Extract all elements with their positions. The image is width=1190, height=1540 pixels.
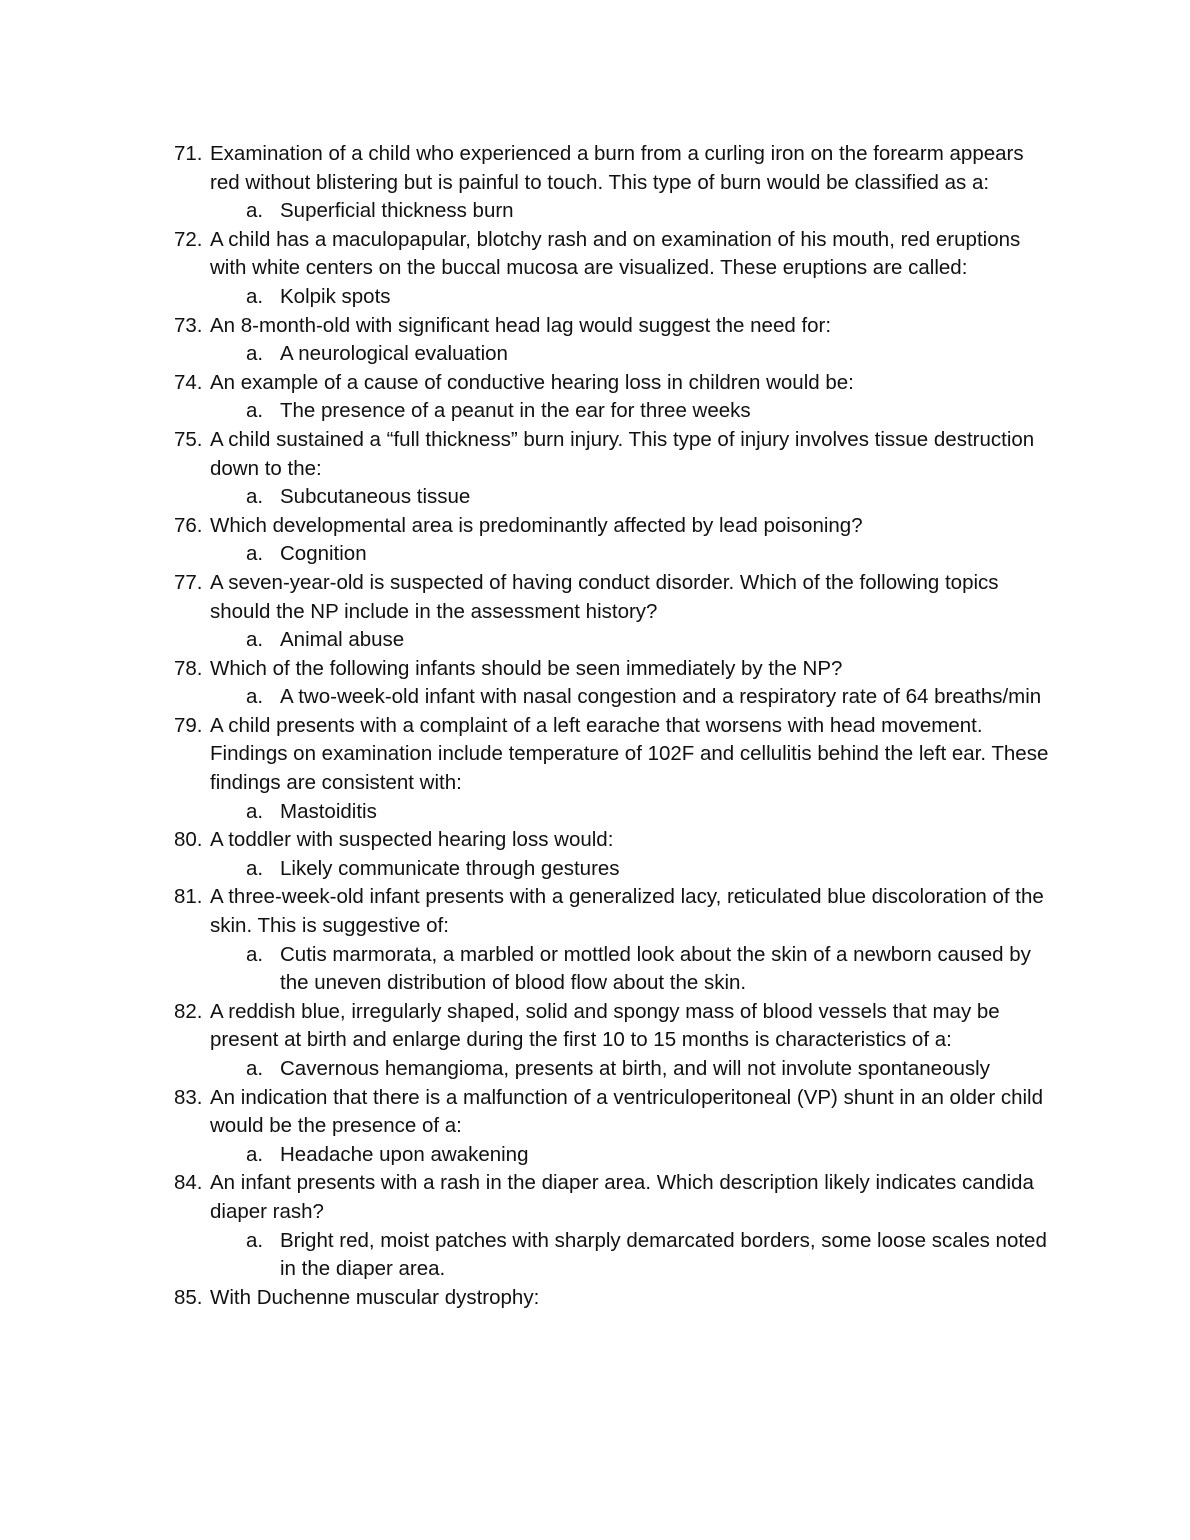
answer-75 — [0, 483, 1190, 512]
answer-text: Superficial thickness burn — [280, 199, 514, 223]
answer-letter: a. — [246, 399, 264, 423]
question-text: Examination of a child who experienced a burn from a curling iron on the forearm appears red without blistering but is painful to touch. This type of burn would be classified as a: — [210, 142, 1024, 194]
answer-76 — [0, 540, 1190, 569]
answer-letter: a. — [246, 685, 264, 709]
question-number: 73. — [174, 313, 203, 337]
answer-text: The presence of a peanut in the ear for three weeks — [280, 399, 751, 423]
answer-text: Kolpik spots — [280, 284, 391, 308]
question-list — [0, 140, 1190, 1312]
answer-text: Mastoiditis — [280, 799, 377, 823]
answer-letter: a. — [246, 856, 264, 880]
question-71 — [0, 140, 1190, 197]
answer-71 — [0, 197, 1190, 226]
answer-text: A two-week-old infant with nasal congestion and a respiratory rate of 64 breaths/min — [280, 685, 1042, 709]
question-74 — [0, 369, 1190, 398]
question-number: 79. — [174, 713, 203, 737]
answer-letter: a. — [246, 1057, 264, 1080]
question-number: 76. — [174, 513, 203, 537]
question-number: 71. — [174, 142, 203, 165]
question-text: A child sustained a “full thickness” burn injury. This type of injury involves tissue destruction down to the: — [210, 427, 1035, 480]
answer-text: Cutis marmorata, a marbled or mottled look about the skin of a newborn caused by the uneven distribution of blood flow about the skin. — [280, 942, 1031, 995]
answer-74 — [0, 397, 1190, 426]
question-81 — [0, 883, 1190, 940]
answer-text: A neurological evaluation — [280, 342, 508, 366]
question-number: 84. — [174, 1171, 203, 1195]
answer-73 — [0, 340, 1190, 369]
question-text: An indication that there is a malfunction of a ventriculoperitoneal (VP) shunt in an older child would be the presence of a: — [210, 1085, 1044, 1138]
question-text: An example of a cause of conductive hearing loss in children would be: — [210, 370, 854, 394]
question-number: 83. — [174, 1085, 203, 1109]
question-text: Which of the following infants should be seen immediately by the NP? — [210, 656, 843, 680]
question-number: 77. — [174, 570, 203, 594]
answer-78 — [0, 683, 1190, 712]
question-76 — [0, 512, 1190, 541]
question-number: 78. — [174, 656, 203, 680]
answer-letter: a. — [246, 799, 264, 823]
question-85 — [0, 1284, 1190, 1313]
question-82 — [0, 998, 1190, 1055]
question-number: 74. — [174, 370, 203, 394]
answer-83 — [0, 1141, 1190, 1170]
question-77 — [0, 569, 1190, 626]
question-number: 85. — [174, 1285, 203, 1309]
question-text: A reddish blue, irregularly shaped, solid and spongy mass of blood vessels that may be present at birth and enlarge during the first 10 to 15 months is characteristics of a: — [210, 999, 1000, 1052]
answer-letter: a. — [246, 342, 264, 366]
question-text: Which developmental area is predominantly affected by lead poisoning? — [210, 513, 863, 537]
question-number: 82. — [174, 999, 203, 1023]
answer-80 — [0, 855, 1190, 884]
answer-letter: a. — [246, 628, 264, 652]
question-text: A child presents with a complaint of a left earache that worsens with head movement. Findings on examination include temperature of 102F and cellulitis behind the left ear. These findings are consistent with: — [210, 713, 1049, 795]
question-79 — [0, 712, 1190, 798]
question-number: 75. — [174, 427, 203, 451]
answer-77 — [0, 626, 1190, 655]
question-84 — [0, 1169, 1190, 1226]
answer-text: Animal abuse — [280, 628, 405, 652]
answer-letter: a. — [246, 284, 264, 308]
question-75 — [0, 426, 1190, 483]
question-text: A child has a maculopapular, blotchy rash and on examination of his mouth, red eruptions with white centers on the buccal mucosa are visualized. These eruptions are called: — [210, 227, 1021, 280]
question-text: A three-week-old infant presents with a generalized lacy, reticulated blue discoloration of the skin. This is suggestive of: — [210, 885, 1044, 938]
question-number: 72. — [174, 227, 203, 251]
question-text: A seven-year-old is suspected of having conduct disorder. Which of the following topics should the NP include in the assessment history? — [210, 570, 999, 623]
answer-text: Cavernous hemangioma, presents at birth, and will not involute spontaneously — [280, 1057, 990, 1080]
answer-text: Likely communicate through gestures — [280, 856, 620, 880]
answer-letter: a. — [246, 942, 264, 966]
answer-text: Subcutaneous tissue — [280, 485, 471, 509]
answer-letter: a. — [246, 1228, 264, 1252]
question-text: An 8-month-old with significant head lag would suggest the need for: — [210, 313, 832, 337]
answer-letter: a. — [246, 542, 264, 566]
question-number: 80. — [174, 828, 203, 852]
question-73 — [0, 312, 1190, 341]
answer-text: Headache upon awakening — [280, 1142, 529, 1166]
answer-letter: a. — [246, 485, 264, 509]
answer-81 — [0, 941, 1190, 998]
answer-72 — [0, 283, 1190, 312]
answer-letter: a. — [246, 199, 264, 223]
answer-letter: a. — [246, 1142, 264, 1166]
answer-84 — [0, 1227, 1190, 1284]
question-80 — [0, 826, 1190, 855]
answer-text: Cognition — [280, 542, 367, 566]
question-78 — [0, 655, 1190, 684]
question-number: 81. — [174, 885, 203, 909]
question-83 — [0, 1084, 1190, 1141]
question-text: With Duchenne muscular dystrophy: — [210, 1285, 540, 1309]
answer-text: Bright red, moist patches with sharply demarcated borders, some loose scales noted in the diaper area. — [280, 1228, 1047, 1281]
answer-82 — [0, 1055, 1190, 1084]
question-text: An infant presents with a rash in the diaper area. Which description likely indicates candida diaper rash? — [210, 1171, 1034, 1223]
question-text: A toddler with suspected hearing loss would: — [210, 828, 614, 852]
answer-79 — [0, 798, 1190, 827]
question-72 — [0, 226, 1190, 283]
